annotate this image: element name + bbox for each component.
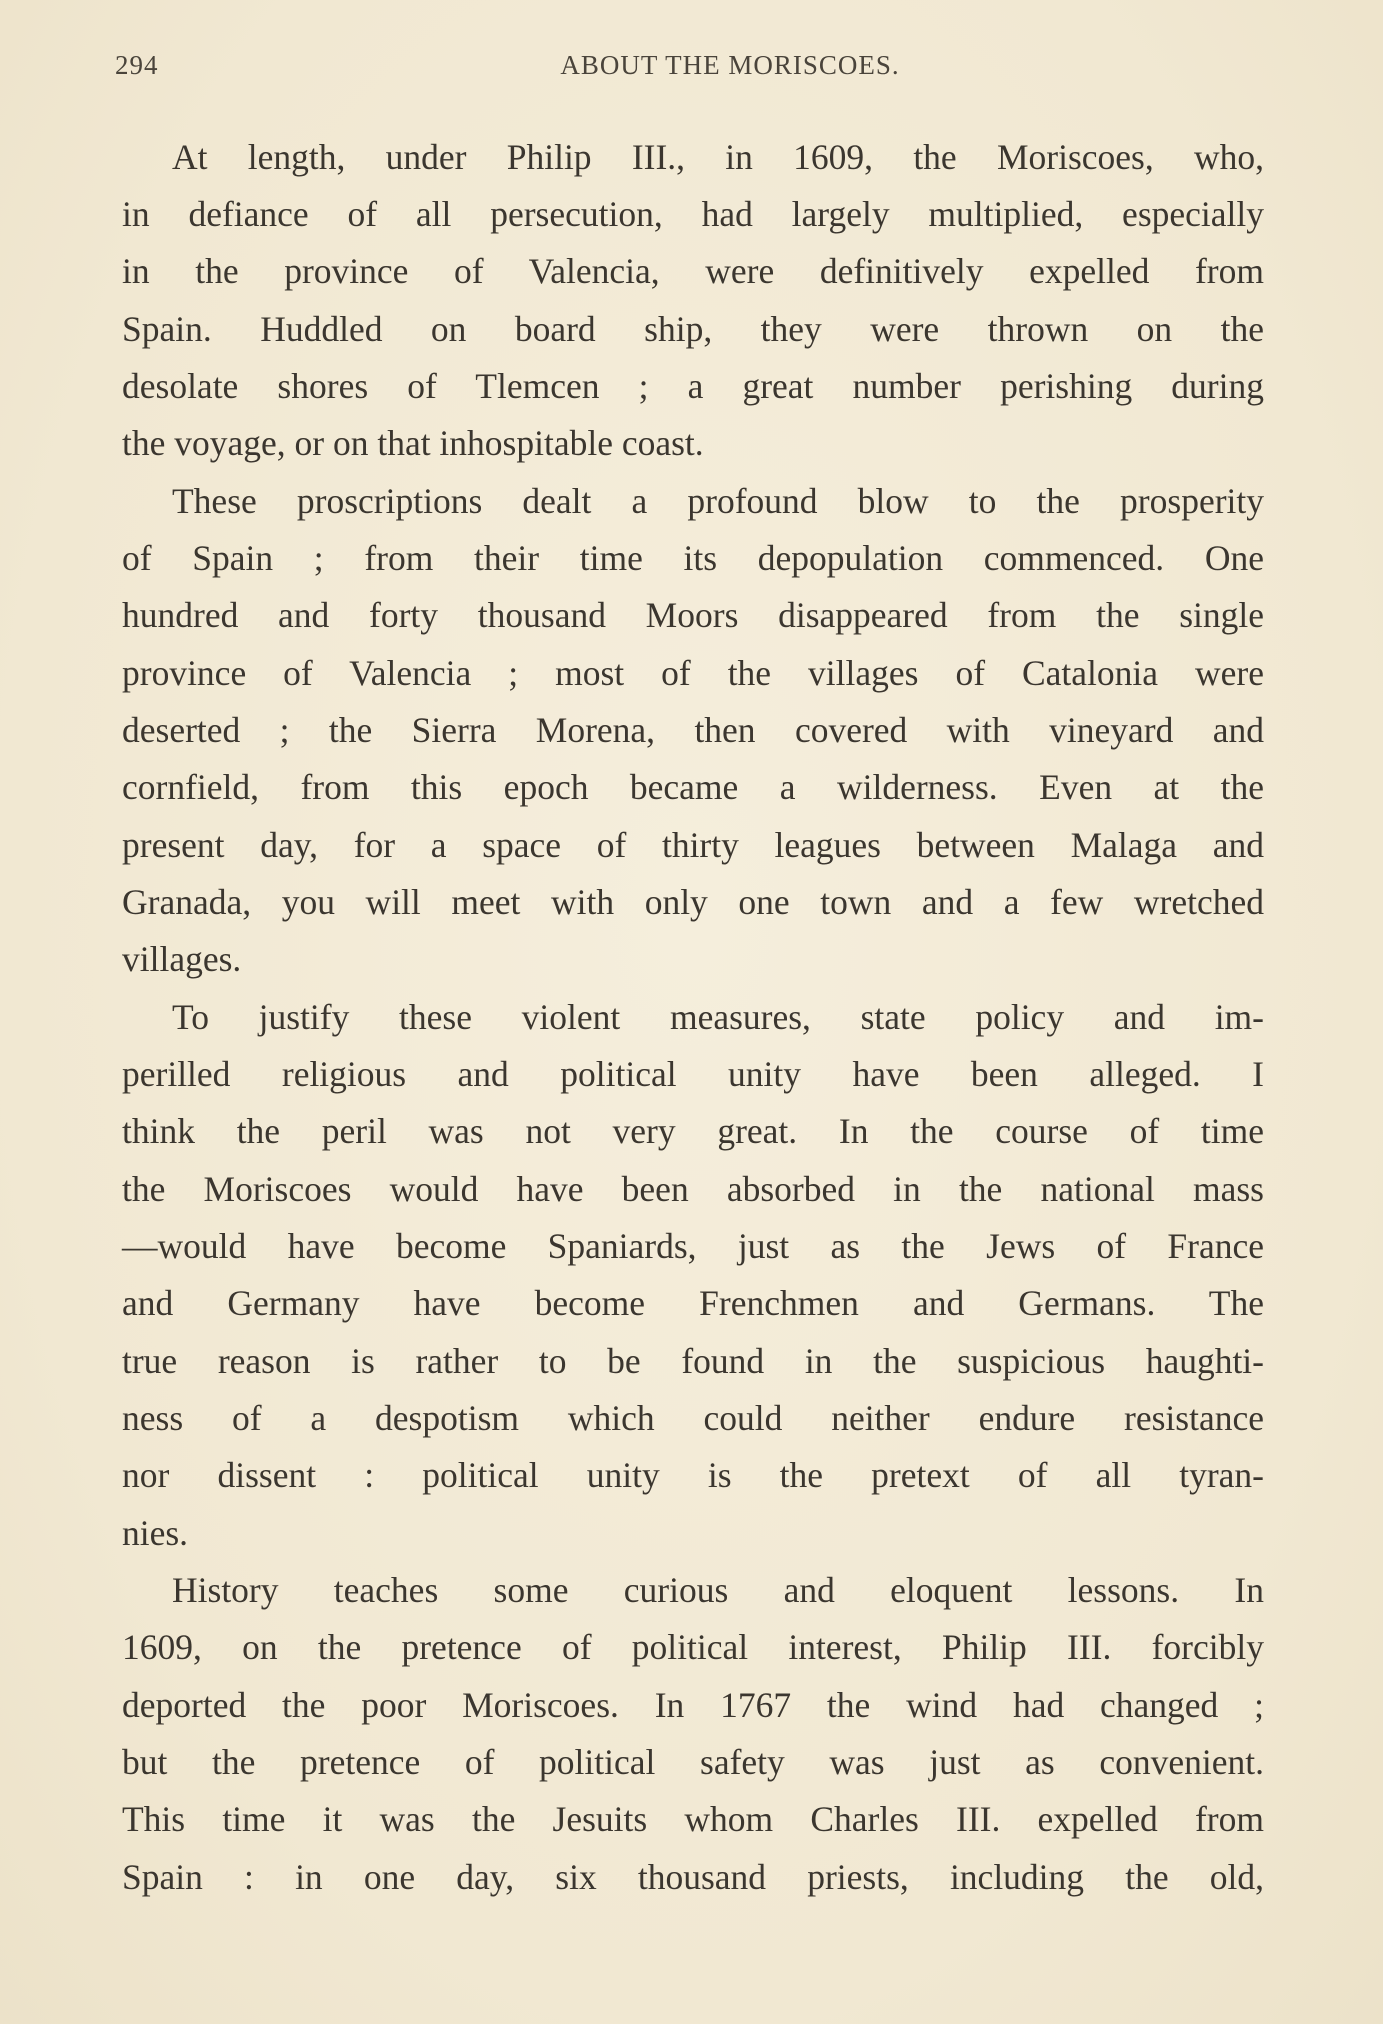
text-line: This time it was the Jesuits whom Charles III. expelled from [122, 1799, 1264, 1839]
text-line: villages. [122, 939, 242, 979]
text-line: in the province of Valencia, were definitively expelled from [122, 251, 1264, 291]
text-line: ness of a despotism which could neither endure resistance [122, 1398, 1264, 1438]
text-line: cornfield, from this epoch became a wilderness. Even at the [122, 767, 1264, 807]
text-line: 1609, on the pretence of political interest, Philip III. forcibly [122, 1627, 1264, 1667]
text-line: deserted ; the Sierra Morena, then covered with vineyard and [122, 710, 1264, 750]
text-line: hundred and forty thousand Moors disappeared from the single [122, 595, 1264, 635]
text-line: —would have become Spaniards, just as the Jews of France [122, 1226, 1264, 1266]
text-line: desolate shores of Tlemcen ; a great number perishing during [122, 366, 1264, 406]
page-heading: ABOUT THE MORISCOES. [560, 50, 900, 80]
text-line: Spain. Huddled on board ship, they were thrown on the [122, 309, 1264, 349]
text-line: of Spain ; from their time its depopulation commenced. One [122, 538, 1264, 578]
text-line: At length, under Philip III., in 1609, the Moriscoes, who, [172, 137, 1264, 177]
text-line: think the peril was not very great. In the course of time [122, 1111, 1264, 1151]
text-line: These proscriptions dealt a profound blow to the prosperity [172, 481, 1264, 521]
text-line: province of Valencia ; most of the villages of Catalonia were [122, 653, 1264, 693]
text-line: perilled religious and political unity have been alleged. I [122, 1054, 1264, 1094]
text-line: deported the poor Moriscoes. In 1767 the wind had changed ; [122, 1685, 1264, 1725]
text-line: true reason is rather to be found in the suspicious haughti- [122, 1341, 1264, 1381]
text-line: nor dissent : political unity is the pretext of all tyran- [122, 1455, 1264, 1495]
text-line: To justify these violent measures, state policy and im- [172, 997, 1264, 1037]
text-line: the Moriscoes would have been absorbed in the national mass [122, 1169, 1264, 1209]
text-line: nies. [122, 1513, 189, 1553]
page-number: 294 [115, 50, 159, 80]
text-line: History teaches some curious and eloquent lessons. In [172, 1570, 1264, 1610]
text-line: in defiance of all persecution, had largely multiplied, especially [122, 194, 1264, 234]
text-line: present day, for a space of thirty leagues between Malaga and [122, 825, 1264, 865]
text-line: and Germany have become Frenchmen and Germans. The [122, 1283, 1264, 1323]
text-line: Granada, you will meet with only one town and a few wretched [122, 882, 1264, 922]
text-line: but the pretence of political safety was just as convenient. [122, 1742, 1264, 1782]
text-line: Spain : in one day, six thousand priests, including the old, [122, 1857, 1264, 1897]
running-head [115, 50, 1265, 90]
text-line: the voyage, or on that inhospitable coast. [122, 423, 704, 463]
